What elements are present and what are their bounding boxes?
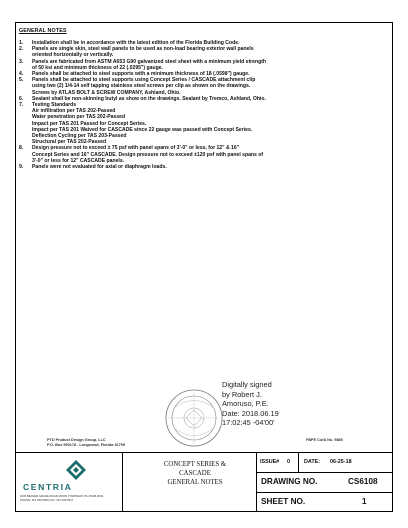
drawing-number-label: DRAWING NO. — [261, 477, 318, 486]
date-label: DATE: — [304, 459, 321, 465]
note-line: Screws by ATLAS BOLT & SCREW COMPANY, Ashland, Ohio. — [32, 89, 181, 96]
note-line: 3'-0" or less for 12" CASCADE panels. — [32, 157, 125, 164]
note-body — [32, 59, 389, 71]
note-line: Structural per TAS 202-Passed — [32, 139, 107, 146]
note-number: 6. — [19, 95, 24, 102]
company-contact — [20, 495, 103, 503]
note-number: 2. — [19, 46, 24, 53]
issue-date-divider — [298, 452, 299, 472]
note-number: 7. — [19, 102, 24, 109]
note-line: Panels are single skin, steel wall panels to be used as non-load bearing exterior wall panels — [32, 46, 254, 53]
company-phone: PHONE: 412 299 8000 FAX: 412 299 8317 — [20, 497, 74, 502]
note-item — [19, 77, 389, 96]
note-line: Testing Standards — [32, 102, 77, 109]
note-item — [19, 145, 389, 164]
company-address: 1005 BEAVER GRADE ROAD MOON TOWNSHIP, PA 15108-2944 — [20, 494, 104, 498]
note-line: Water penetration per TAS 202-Passed — [32, 114, 126, 121]
note-line: Impact per TAS 201 Waived for CASCADE since 22 gauge was passed with Concept Series. — [32, 126, 253, 133]
note-item — [19, 102, 389, 145]
designer-name: PTD Product Design Group, LLC — [47, 438, 106, 442]
note-line: Panels were not evaluated for axial or diaphragm loads. — [32, 164, 167, 171]
date-value: 06-25-18 — [330, 459, 352, 465]
note-line: Impact per TAS 201 Passed for Concept Series. — [32, 120, 147, 127]
note-number: 9. — [19, 164, 24, 171]
drawing-title — [134, 460, 256, 487]
note-number: 4. — [19, 71, 24, 78]
signature-line: Digitally signed — [222, 380, 272, 389]
engineer-seal-icon — [164, 388, 224, 448]
note-line: Sealant shall be non-skinning butyl as show on the drawings. Sealant by Tremco, Ashland, Ohio. — [32, 95, 266, 102]
general-notes-title: GENERAL NOTES — [19, 28, 67, 34]
signature-line: 17:02:45 -04'00' — [222, 418, 275, 428]
title-block-divider-1 — [122, 452, 123, 512]
note-line: Deflection Cycling per TAS 203-Passed — [32, 133, 127, 140]
general-notes-list — [19, 40, 389, 170]
note-body — [32, 145, 389, 164]
note-number: 3. — [19, 58, 24, 65]
designer-info — [47, 438, 125, 447]
sheet-number-value: 1 — [362, 497, 367, 506]
drawing-title-line-2: CASCADE — [179, 470, 211, 477]
signature-line: Date: 2018.06.19 — [222, 408, 279, 418]
note-number: 1. — [19, 40, 24, 46]
note-item — [19, 46, 389, 58]
title-block-row-rule-2 — [256, 492, 393, 493]
note-line: Panels are fabricated from ASTM A653 G90 galvanized steel sheet with a minimum yield strength — [32, 58, 267, 65]
note-line: of 50 ksi and minimum thickness of 22 (.0295") gauge. — [32, 64, 163, 71]
note-number: 8. — [19, 145, 24, 152]
fbpe-certificate: FBPE CofA No. 9885 — [306, 438, 343, 442]
note-line: Installation shall be in accordance with the latest edition of the Florida Building Code. — [32, 40, 240, 46]
title-block-row-rule-1 — [256, 472, 393, 473]
drawing-title-line-3: GENERAL NOTES — [167, 479, 223, 486]
designer-address: P.O. Box 950178 - Longwood, Florida 32795 — [47, 442, 126, 447]
company-name: CENTRIA — [23, 482, 73, 492]
note-line: using two (2) 1/4-14 self tapping stainless steel screws per clip as shown on the drawings. — [32, 83, 251, 90]
issue-label: ISSUE# — [260, 459, 280, 465]
note-line: oriented horizontally or vertically. — [32, 52, 114, 59]
title-block-divider-2 — [256, 452, 257, 512]
note-number: 5. — [19, 77, 24, 84]
note-body — [32, 77, 389, 96]
note-item — [19, 164, 389, 170]
signature-line: by Robert J. — [222, 389, 262, 399]
note-line: Panels shall be attached to steel supports with a minimum thickness of 18 (.0598") gauge. — [32, 71, 250, 78]
note-line: Concept Series and 16" CASCADE. Design pressure not to exceed ±120 psf with panel spans of — [32, 151, 264, 158]
note-line: Design pressure not to exceed ± 75 psf with panel spans of 3'-0" or less, for 12" & 16" — [32, 145, 240, 152]
note-line: Air infiltration per TAS 202-Passed — [32, 108, 116, 115]
issue-value: 0 — [287, 459, 290, 465]
note-body — [32, 164, 389, 170]
drawing-title-line-1: CONCEPT SERIES & — [163, 461, 227, 468]
note-body — [32, 46, 389, 58]
title-block-top-rule — [15, 452, 393, 453]
note-line: Panels shall be attached to steel supports using Concept Series / CASCADE attachment clip — [32, 77, 256, 84]
signature-line: Amoruso, P.E. — [222, 399, 269, 409]
engineer-signature-block — [164, 380, 394, 460]
sheet-number-label: SHEET NO. — [261, 497, 306, 506]
note-body — [32, 102, 389, 145]
drawing-number-value: CS6108 — [348, 477, 378, 486]
note-item — [19, 59, 389, 71]
digital-signature-text — [222, 380, 279, 428]
